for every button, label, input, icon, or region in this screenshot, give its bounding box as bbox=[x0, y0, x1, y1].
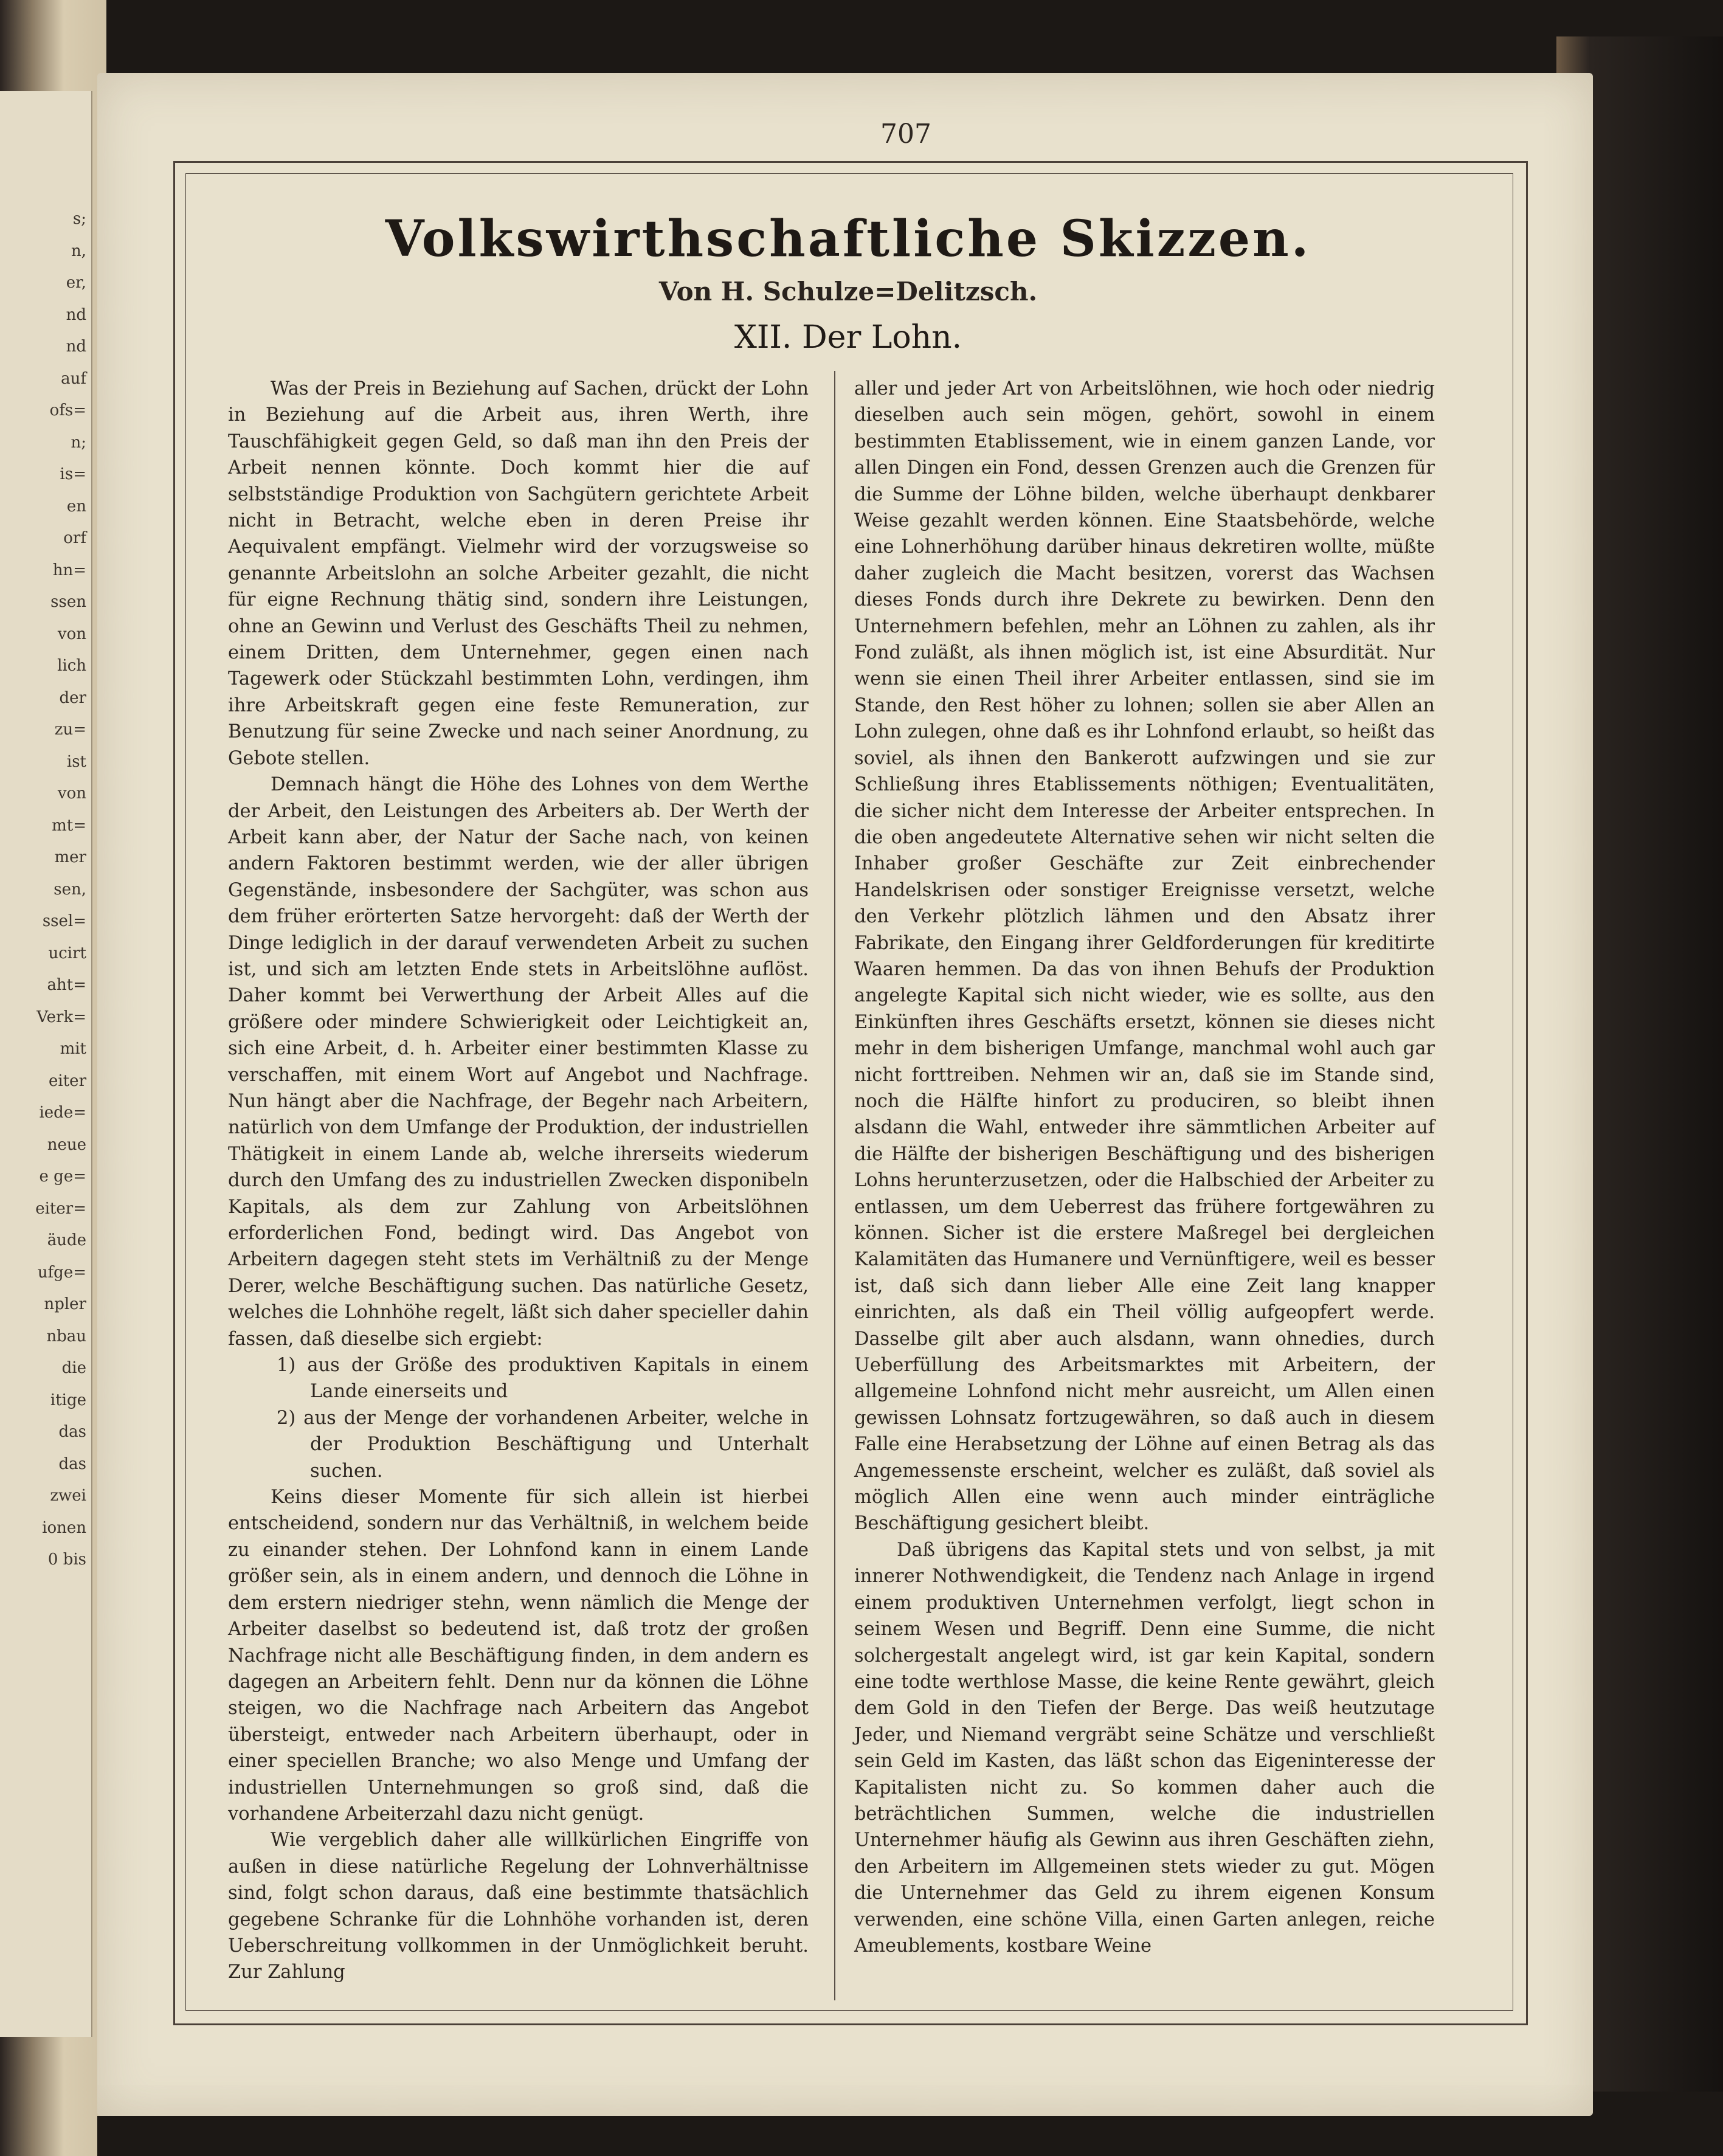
paragraph: Demnach hängt die Höhe des Lohnes von dem Werthe der Arbeit, den Leistungen des Arbeiters ab. Der Werth der Arbeit kann aber, der Natur der Sache nach, von keinen andern Faktoren bestimmt werden, wie der aller übrigen Gegenstände, insbesondere der Sachgüter, was schon aus dem früher erörterten Satze hervorgeht: daß der Werth der Dinge lediglich in der darauf verwendeten Arbeit zu suchen ist, und sich am letzten Ende stets in Arbeitslöhne auflöst. Daher kommt bei Verwerthung der Arbeit Alles auf die größere oder mindere Schwierigkeit oder Leichtigkeit an, sich eine Arbeit, d. h. Arbeiter einer bestimmten Klasse zu verschaffen, mit einem Wort auf Angebot und Nachfrage. Nun hängt aber die Nachfrage, der Begehr nach Arbeitern, natürlich von dem Umfange der Produktion, der industriellen Thätigkeit in einem Lande ab, welche ihrerseits wiederum durch den Umfang des zu industriellen Zwecken disponibeln Kapitals, als dem zur Zahlung von Arbeitslöhnen erforderlichen Fond, bedingt wird. Das Angebot von Arbeitern dagegen steht stets im Verhältniß zu der Menge Derer, welche Beschäftigung suchen. Das natürliche Gesetz, welches die Lohnhöhe regelt, läßt sich daher specieller dahin fassen, daß dieselbe sich ergiebt: bbox=[228, 774, 809, 1350]
margin-fragment: aht= bbox=[47, 976, 86, 994]
paragraph: Was der Preis in Beziehung auf Sachen, drückt der Lohn in Beziehung auf die Arbeit aus, ihren Werth, ihre Tauschfähigkeit gegen Geld, so daß man ihn den Preis der Arbeit nennen könnte. Doch kommt hier die auf selbstständige Produktion von Sachgütern gerichtete Arbeit nicht in Betracht, welche eben in deren Preise ihr Aequivalent empfängt. Vielmehr wird der vorzugsweise so genannte Arbeitslohn an solche Arbeiter gezahlt, die nicht für eigne Rechnung thätig sind, sondern ihre Leistungen, ohne an Gewinn und Verlust des Geschäfts Theil zu nehmen, einem Dritten, dem Unternehmer, gegen einen nach Tagewerk oder Stückzahl bestimmten Lohn, verdingen, ihm ihre Arbeitskraft gegen eine feste Remuneration, zur Benutzung für seine Zwecke und nach seiner Anordnung, zu Gebote stellen. bbox=[228, 378, 809, 769]
paragraph: aller und jeder Art von Arbeitslöhnen, wie hoch oder niedrig dieselben auch sein mögen, gehört, sowohl in einem bestimmten Etablissement, wie in einem ganzen Lande, vor allen Dingen ein Fond, dessen Grenzen auch die Grenzen für die Summe der Löhne bilden, welche überhaupt denkbarer Weise gezahlt werden können. Eine Staatsbehörde, welche eine Lohnerhöhung darüber hinaus dekretiren wollte, müßte daher zugleich die Macht besitzen, vorerst das Wachsen dieses Fonds durch ihre Dekrete zu bewirken. Denn den Unternehmern befehlen, mehr an Löhnen zu zahlen, als ihr Fond zuläßt, als ihnen möglich ist, ist eine Absurdität. Nur wenn sie einen Theil ihrer Arbeiter entlassen, sind sie im Stande, den Rest höher zu lohnen; sollen sie aber Allen an Lohn zulegen, ohne daß es ihr Lohnfond erlaubt, so heißt das soviel, als ihnen den Bankerott aufzwingen und sie zur Schließung ihres Etablissements nöthigen; Eventualitäten, die sicher nicht dem Interesse der Arbeiter entsprechen. In die oben angedeutete Alternative sehen wir nicht selten die Inhaber großer Geschäfte zur Zeit einbrechender Handelskrisen oder sonstiger Ereignisse versetzt, welche den Verkehr plötzlich lähmen und den Absatz ihrer Fabrikate, den Eingang ihrer Geldforderungen für kreditirte Waaren hemmen. Da das von ihnen Behufs der Produktion angelegte Kapital sich nicht wieder, wie es sollte, aus den Einkünften ihres Geschäfts ersetzt, können sie dieses nicht mehr in dem bisherigen Umfange, manchmal wohl auch gar nicht forttreiben. Nehmen wir an, daß sie im Stande sind, noch die Hälfte hinfort zu produciren, so bleibt ihnen alsdann die Wahl, entweder ihre sämmtlichen Arbeiter auf die Hälfte der bisherigen Beschäftigung und des bisherigen Lohns herunterzusetzen, oder die Halbschied der Arbeiter zu entlassen, um dem Ueberrest das frühere fortgewähren zu können. Sicher ist die erstere Maßregel bei dergleichen Kalamitäten das Humanere und Vernünftigere, weil es besser ist, daß sich dann lieber Alle eine Zeit lang knapper einrichten, als daß ein Theil völlig aufgeopfert werde. Dasselbe gilt aber auch alsdann, wann ohnedies, durch Ueberfüllung des Arbeitsmarktes mit Arbeitern, der allgemeine Lohnfond nicht mehr ausreicht, um Allen einen gewissen Lohnsatz fortzugewähren, so daß auch in diesem Falle eine Herabsetzung der Löhne auf einen Betrag als das Angemessenste erscheint, welcher es zuläßt, daß soviel als möglich Allen eine wenn auch minder einträgliche Beschäftigung gesichert bleibt. bbox=[854, 378, 1435, 1535]
margin-fragment: nd bbox=[66, 305, 86, 324]
margin-fragment: npler bbox=[44, 1295, 86, 1313]
margin-fragment: eiter bbox=[49, 1071, 86, 1090]
margin-fragment: mit bbox=[60, 1040, 86, 1058]
margin-fragment: 0 bis bbox=[47, 1550, 86, 1569]
margin-fragment: is= bbox=[60, 465, 86, 483]
margin-fragment: ucirt bbox=[48, 944, 86, 962]
page-bottom-shadow bbox=[97, 2116, 1593, 2156]
margin-fragment: ionen bbox=[42, 1518, 86, 1537]
margin-fragment: er, bbox=[66, 274, 86, 292]
margin-fragment: orf bbox=[63, 529, 86, 547]
margin-fragment: Verk= bbox=[36, 1007, 86, 1026]
margin-fragment: ssen bbox=[50, 593, 86, 611]
margin-fragment: sen, bbox=[54, 880, 86, 899]
margin-fragment: zwei bbox=[50, 1487, 86, 1505]
margin-fragment: iede= bbox=[39, 1104, 86, 1122]
margin-fragment: nbau bbox=[46, 1327, 86, 1346]
margin-fragment: von bbox=[57, 784, 86, 803]
list-item: 1) aus der Größe des produktiven Kapitals in einem Lande einerseits und bbox=[277, 1355, 809, 1403]
margin-fragment: n; bbox=[71, 433, 86, 452]
column-divider bbox=[834, 371, 835, 2000]
margin-fragment: eiter= bbox=[35, 1199, 86, 1218]
section-heading: XII. Der Lohn. bbox=[734, 319, 962, 356]
margin-fragment: auf bbox=[61, 369, 86, 388]
margin-fragment: ufge= bbox=[37, 1263, 86, 1282]
margin-fragment: mt= bbox=[52, 816, 86, 835]
page-number: 707 bbox=[880, 119, 931, 150]
margin-fragment: ofs= bbox=[49, 401, 86, 420]
margin-fragment: s; bbox=[72, 210, 86, 228]
margin-fragment: ist bbox=[66, 752, 86, 771]
margin-fragment: en bbox=[66, 497, 86, 516]
margin-fragment: zu= bbox=[54, 720, 86, 739]
left-column bbox=[228, 376, 809, 1986]
page bbox=[97, 73, 1593, 2116]
margin-fragment: itige bbox=[50, 1391, 86, 1409]
margin-fragment: das bbox=[58, 1454, 86, 1473]
margin-fragment: e ge= bbox=[39, 1167, 86, 1186]
margin-fragment: das bbox=[58, 1423, 86, 1441]
facing-page-edge bbox=[0, 91, 92, 2037]
margin-fragment: mer bbox=[54, 848, 86, 866]
margin-fragment: von bbox=[57, 624, 86, 643]
margin-fragment: äude bbox=[47, 1231, 86, 1249]
margin-fragment: ssel= bbox=[42, 912, 86, 930]
list-item: 2) aus der Menge der vorhandenen Arbeiter, welche in der Produktion Beschäftigung und Unterhalt suchen. bbox=[277, 1407, 809, 1482]
margin-fragment: nd bbox=[66, 337, 86, 356]
margin-fragment: n, bbox=[71, 241, 86, 260]
article-byline: Von H. Schulze=Delitzsch. bbox=[658, 277, 1038, 306]
paragraph: Keins dieser Momente für sich allein ist hierbei entscheidend, sondern nur das Verhältniß, in welchem beide zu einander stehen. Der Lohnfond kann in einem Lande größer sein, als in einem andern, und dennoch die Löhne in dem erstern niedriger stehn, wenn nämlich die Menge der Arbeiter daselbst so bedeutend ist, daß trotz der großen Nachfrage nicht alle Beschäftigung finden, in dem andern es dagegen an Arbeitern fehlt. Denn nur da können die Löhne steigen, wo die Nachfrage nach Arbeitern das Angebot übersteigt, entweder nach Arbeitern überhaupt, oder in einer speciellen Branche; wo also Menge und Umfang der industriellen Unternehmungen so groß sind, daß die vorhandene Arbeiterzahl dazu nicht genügt. bbox=[228, 1487, 809, 1825]
margin-fragment: die bbox=[61, 1359, 86, 1377]
paragraph: Daß übrigens das Kapital stets und von selbst, ja mit innerer Nothwendigkeit, die Tendenz nach Anlage in irgend einem produktiven Unternehmen verfolgt, liegt schon in seinem Wesen und Begriff. Denn eine Summe, die nicht solchergestalt angelegt wird, ist gar kein Kapital, sondern eine todte werthlose Masse, die keine Rente gewährt, gleich dem Gold in den Tiefen der Berge. Das weiß heutzutage Jeder, und Niemand vergräbt seine Schätze und verschließt sein Geld im Kasten, das läßt schon das Eigeninteresse der Kapitalisten nicht zu. So kommen daher auch die beträchtlichen Summen, welche die industriellen Unternehmer häufig als Gewinn aus ihren Geschäften ziehn, den Arbeitern im Allgemeinen stets wieder zu gut. Mögen die Unternehmer das Geld zu ihrem eigenen Konsum verwenden, eine schöne Villa, einen Garten anlegen, reiche Ameublements, kostbare Weine bbox=[854, 1539, 1435, 1957]
margin-fragment: hn= bbox=[52, 561, 86, 579]
article-title: Volkswirthschaftliche Skizzen. bbox=[385, 210, 1311, 268]
paragraph: Wie vergeblich daher alle willkürlichen Eingriffe von außen in diese natürliche Regelung der Lohnverhältnisse sind, folgt schon daraus, daß eine bestimmte thatsächlich gegebene Schranke für die Lohnhöhe vorhanden ist, deren Ueberschreitung vollkommen in der Unmöglichkeit beruht. Zur Zahlung bbox=[228, 1829, 809, 1983]
margin-fragment: lich bbox=[57, 657, 86, 675]
margin-fragment: der bbox=[59, 688, 86, 707]
margin-fragment: neue bbox=[47, 1135, 86, 1154]
right-column bbox=[854, 376, 1435, 1959]
